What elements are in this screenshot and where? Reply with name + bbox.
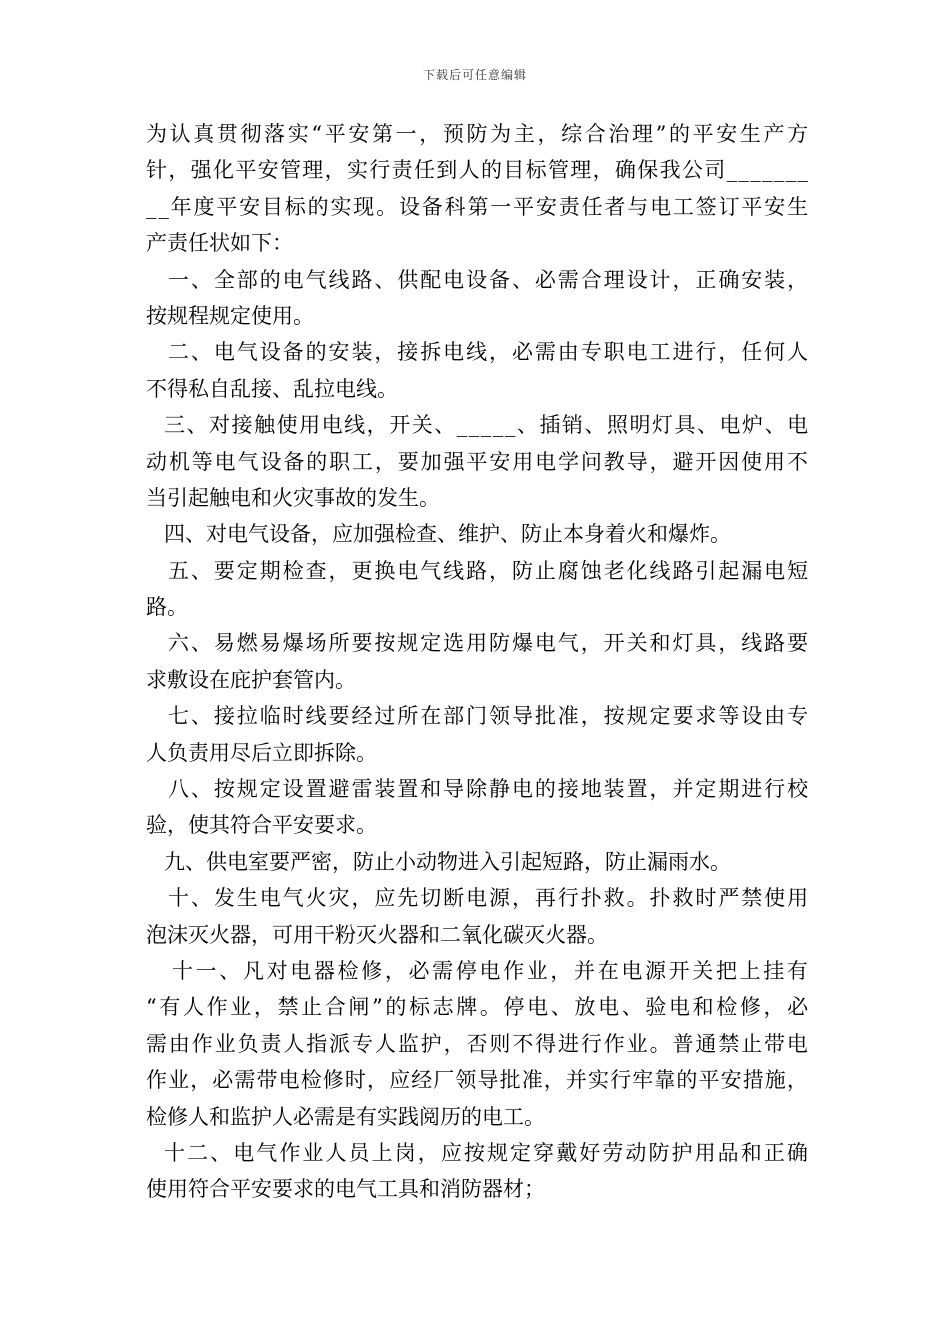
text-line: 产责任状如下： — [146, 231, 293, 256]
text-line: 二、电气设备的安装，接拆电线，必需由专职电工进行，任何人 — [168, 340, 811, 365]
text-line: 九、供电室要严密，防止小动物进入引起短路，防止漏雨水。 — [164, 849, 731, 874]
document-body — [146, 116, 811, 1208]
text-line: “有人作业，禁止合闸”的标志牌。停电、放电、验电和检修，必 — [146, 995, 811, 1020]
page-header: 下载后可任意编辑 — [422, 68, 527, 82]
text-line: 按规程规定使用。 — [146, 303, 314, 328]
text-line: 检修人和监护人必需是有实践阅历的电工。 — [146, 1104, 545, 1129]
text-line: 作业，必需带电检修时，应经厂领导批准，并实行牢靠的平安措施， — [146, 1068, 809, 1093]
text-line: 一、全部的电气线路、供配电设备、必需合理设计，正确安装， — [168, 267, 811, 292]
text-line: 当引起触电和火灾事故的发生。 — [146, 485, 440, 510]
text-line: 路。 — [146, 595, 188, 620]
text-line: 五、要定期检查，更换电气线路，防止腐蚀老化线路引起漏电短 — [168, 558, 811, 583]
text-line: 人负责用尽后立即拆除。 — [146, 740, 377, 765]
text-line: 验，使其符合平安要求。 — [146, 813, 377, 838]
text-line: 十二、电气作业人员上岗，应按规定穿戴好劳动防护用品和正确 — [164, 1140, 810, 1165]
text-line: __年度平安目标的实现。设备科第一平安责任者与电工签订平安生 — [146, 194, 810, 219]
text-line: 泡沫灭火器，可用干粉灭火器和二氧化碳灭火器。 — [146, 922, 608, 947]
text-line: 十、发生电气火灾，应先切断电源，再行扑救。扑救时严禁使用 — [168, 886, 811, 911]
text-line: 六、易燃易爆场所要按规定选用防爆电气，开关和灯具，线路要 — [168, 631, 811, 656]
text-line: 七、接拉临时线要经过所在部门领导批准，按规定要求等设由专 — [168, 704, 811, 729]
text-line: 求敷设在庇护套管内。 — [146, 667, 356, 692]
text-line: 针，强化平安管理，实行责任到人的目标管理，确保我公司_______ — [146, 158, 810, 183]
text-line: 不得私自乱接、乱拉电线。 — [146, 376, 398, 401]
text-line: 八、按规定设置避雷装置和导除静电的接地装置，并定期进行校 — [168, 777, 811, 802]
text-line: 四、对电气设备，应加强检查、维护、防止本身着火和爆炸。 — [164, 522, 731, 547]
text-line: 为认真贯彻落实“平安第一，预防为主，综合治理”的平安生产方 — [146, 122, 811, 146]
text-line: 动机等电气设备的职工，要加强平安用电学问教导，避开因使用不 — [146, 449, 810, 474]
text-line: 使用符合平安要求的电气工具和消防器材； — [146, 1177, 545, 1202]
text-line: 需由作业负责人指派专人监护，否则不得进行作业。普通禁止带电 — [146, 1031, 810, 1056]
text-line: 三、对接触使用电线，开关、_____、插销、照明灯具、电炉、电 — [164, 413, 810, 438]
text-line: 十一、凡对电器检修，必需停电作业，并在电源开关把上挂有 — [172, 958, 811, 983]
